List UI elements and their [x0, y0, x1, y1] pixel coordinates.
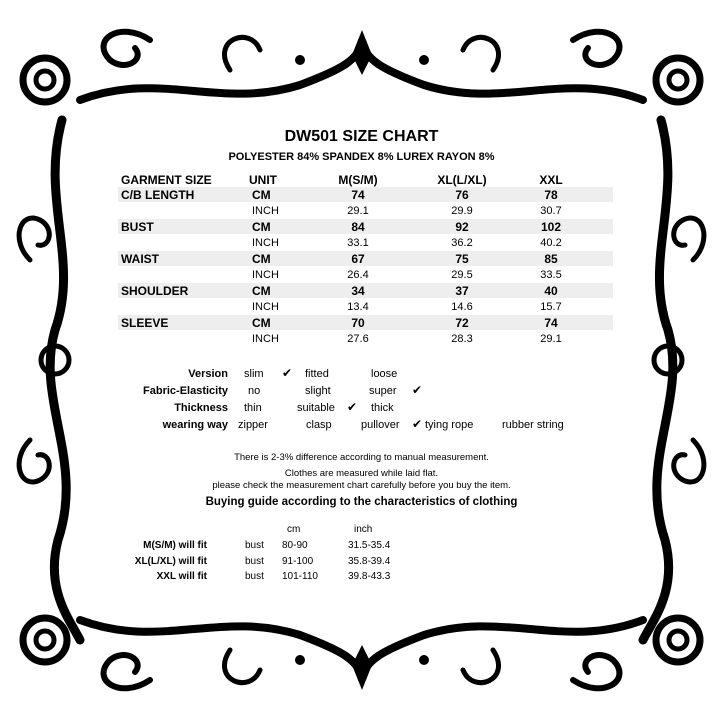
note-line: please check the measurement chart carefully before you buy the item. [212, 480, 511, 491]
value-inch: 29.1 [347, 205, 369, 217]
value-inch: 27.6 [347, 333, 369, 345]
value-cm: 84 [351, 220, 365, 234]
value-cm: 74 [544, 316, 558, 330]
unit-cm: CM [252, 220, 271, 234]
fit-label: M(S/M) will fit [143, 540, 207, 551]
fit-part: bust [245, 540, 264, 551]
value-cm: 72 [455, 316, 469, 330]
value-cm: 92 [455, 220, 469, 234]
fit-cm: 80-90 [282, 540, 308, 551]
value-inch: 29.9 [451, 205, 473, 217]
unit-inch: INCH [252, 205, 279, 217]
feature-option: fitted [305, 368, 329, 380]
feature-option: tying rope [425, 419, 474, 431]
fit-header-cm: cm [287, 524, 301, 535]
value-inch: 29.5 [451, 269, 473, 281]
fit-inch: 31.5-35.4 [348, 540, 391, 551]
feature-option: thick [371, 402, 394, 414]
fit-inch: 39.8-43.3 [348, 571, 391, 582]
chart-title: DW501 SIZE CHART [284, 128, 439, 145]
unit-inch: INCH [252, 333, 279, 345]
row-label-cb-length: C/B LENGTH [121, 188, 195, 202]
feature-option: rubber string [502, 419, 564, 431]
unit-cm: CM [252, 252, 271, 266]
feature-label-thickness: Thickness [174, 402, 228, 414]
fit-header-inch: inch [354, 524, 373, 535]
value-cm: 67 [351, 252, 365, 266]
feature-option: suitable [297, 402, 335, 414]
fit-label: XXL will fit [156, 571, 207, 582]
value-inch: 14.6 [451, 301, 473, 313]
value-inch: 26.4 [347, 269, 369, 281]
row-label-bust: BUST [121, 220, 154, 234]
unit-inch: INCH [252, 237, 279, 249]
value-inch: 40.2 [540, 237, 562, 249]
fit-label: XL(L/XL) will fit [134, 556, 207, 567]
value-inch: 36.2 [451, 237, 473, 249]
fit-cm: 91-100 [282, 556, 314, 567]
check-mark-icon: ✔ [412, 417, 423, 431]
unit-cm: CM [252, 188, 271, 202]
fit-cm: 101-110 [282, 571, 318, 582]
note-line: Clothes are measured while laid flat. [284, 468, 439, 479]
header-size-xxl: XXL [539, 173, 563, 187]
value-cm: 102 [540, 220, 562, 234]
feature-option: zipper [238, 419, 268, 431]
value-cm: 74 [351, 188, 365, 202]
check-mark-icon: ✔ [282, 366, 293, 380]
check-mark-icon: ✔ [412, 383, 423, 397]
feature-option: thin [244, 402, 262, 414]
value-cm: 34 [351, 284, 365, 298]
value-inch: 33.1 [347, 237, 369, 249]
feature-label-version: Version [188, 368, 228, 380]
material-composition: POLYESTER 84% SPANDEX 8% LUREX RAYON 8% [228, 151, 495, 163]
value-inch: 28.3 [451, 333, 473, 345]
feature-option: no [248, 385, 261, 397]
row-label-shoulder: SHOULDER [121, 284, 189, 298]
unit-cm: CM [252, 284, 271, 298]
value-inch: 15.7 [540, 301, 562, 313]
check-mark-icon: ✔ [347, 400, 358, 414]
value-cm: 70 [351, 316, 365, 330]
value-cm: 75 [455, 252, 469, 266]
feature-option: slim [244, 368, 264, 380]
row-label-sleeve: SLEEVE [121, 316, 169, 330]
value-inch: 29.1 [540, 333, 562, 345]
value-inch: 30.7 [540, 205, 562, 217]
feature-option: clasp [306, 419, 332, 431]
fit-inch: 35.8-39.4 [348, 556, 391, 567]
fit-part: bust [245, 556, 264, 567]
unit-inch: INCH [252, 269, 279, 281]
value-cm: 85 [544, 252, 558, 266]
buying-guide-title: Buying guide according to the characteristics of clothing [205, 496, 518, 508]
feature-label-wearing-way: wearing way [162, 419, 228, 431]
unit-cm: CM [252, 316, 271, 330]
value-cm: 78 [544, 188, 558, 202]
value-cm: 37 [455, 284, 469, 298]
row-label-waist: WAIST [121, 252, 159, 266]
value-cm: 76 [455, 188, 469, 202]
header-garment-size: GARMENT SIZE [121, 173, 212, 187]
value-inch: 33.5 [540, 269, 562, 281]
feature-option: slight [305, 385, 331, 397]
header-size-m: M(S/M) [338, 173, 378, 187]
feature-option: pullover [361, 419, 400, 431]
note-line: There is 2-3% difference according to manual measurement. [234, 452, 489, 463]
value-cm: 40 [544, 284, 558, 298]
feature-option: loose [371, 368, 398, 380]
header-unit: UNIT [249, 173, 277, 187]
feature-option: super [369, 385, 397, 397]
unit-inch: INCH [252, 301, 279, 313]
fit-part: bust [245, 571, 264, 582]
value-inch: 13.4 [347, 301, 369, 313]
header-size-xl: XL(L/XL) [437, 173, 487, 187]
feature-label-fabric-elasticity: Fabric-Elasticity [143, 385, 228, 397]
